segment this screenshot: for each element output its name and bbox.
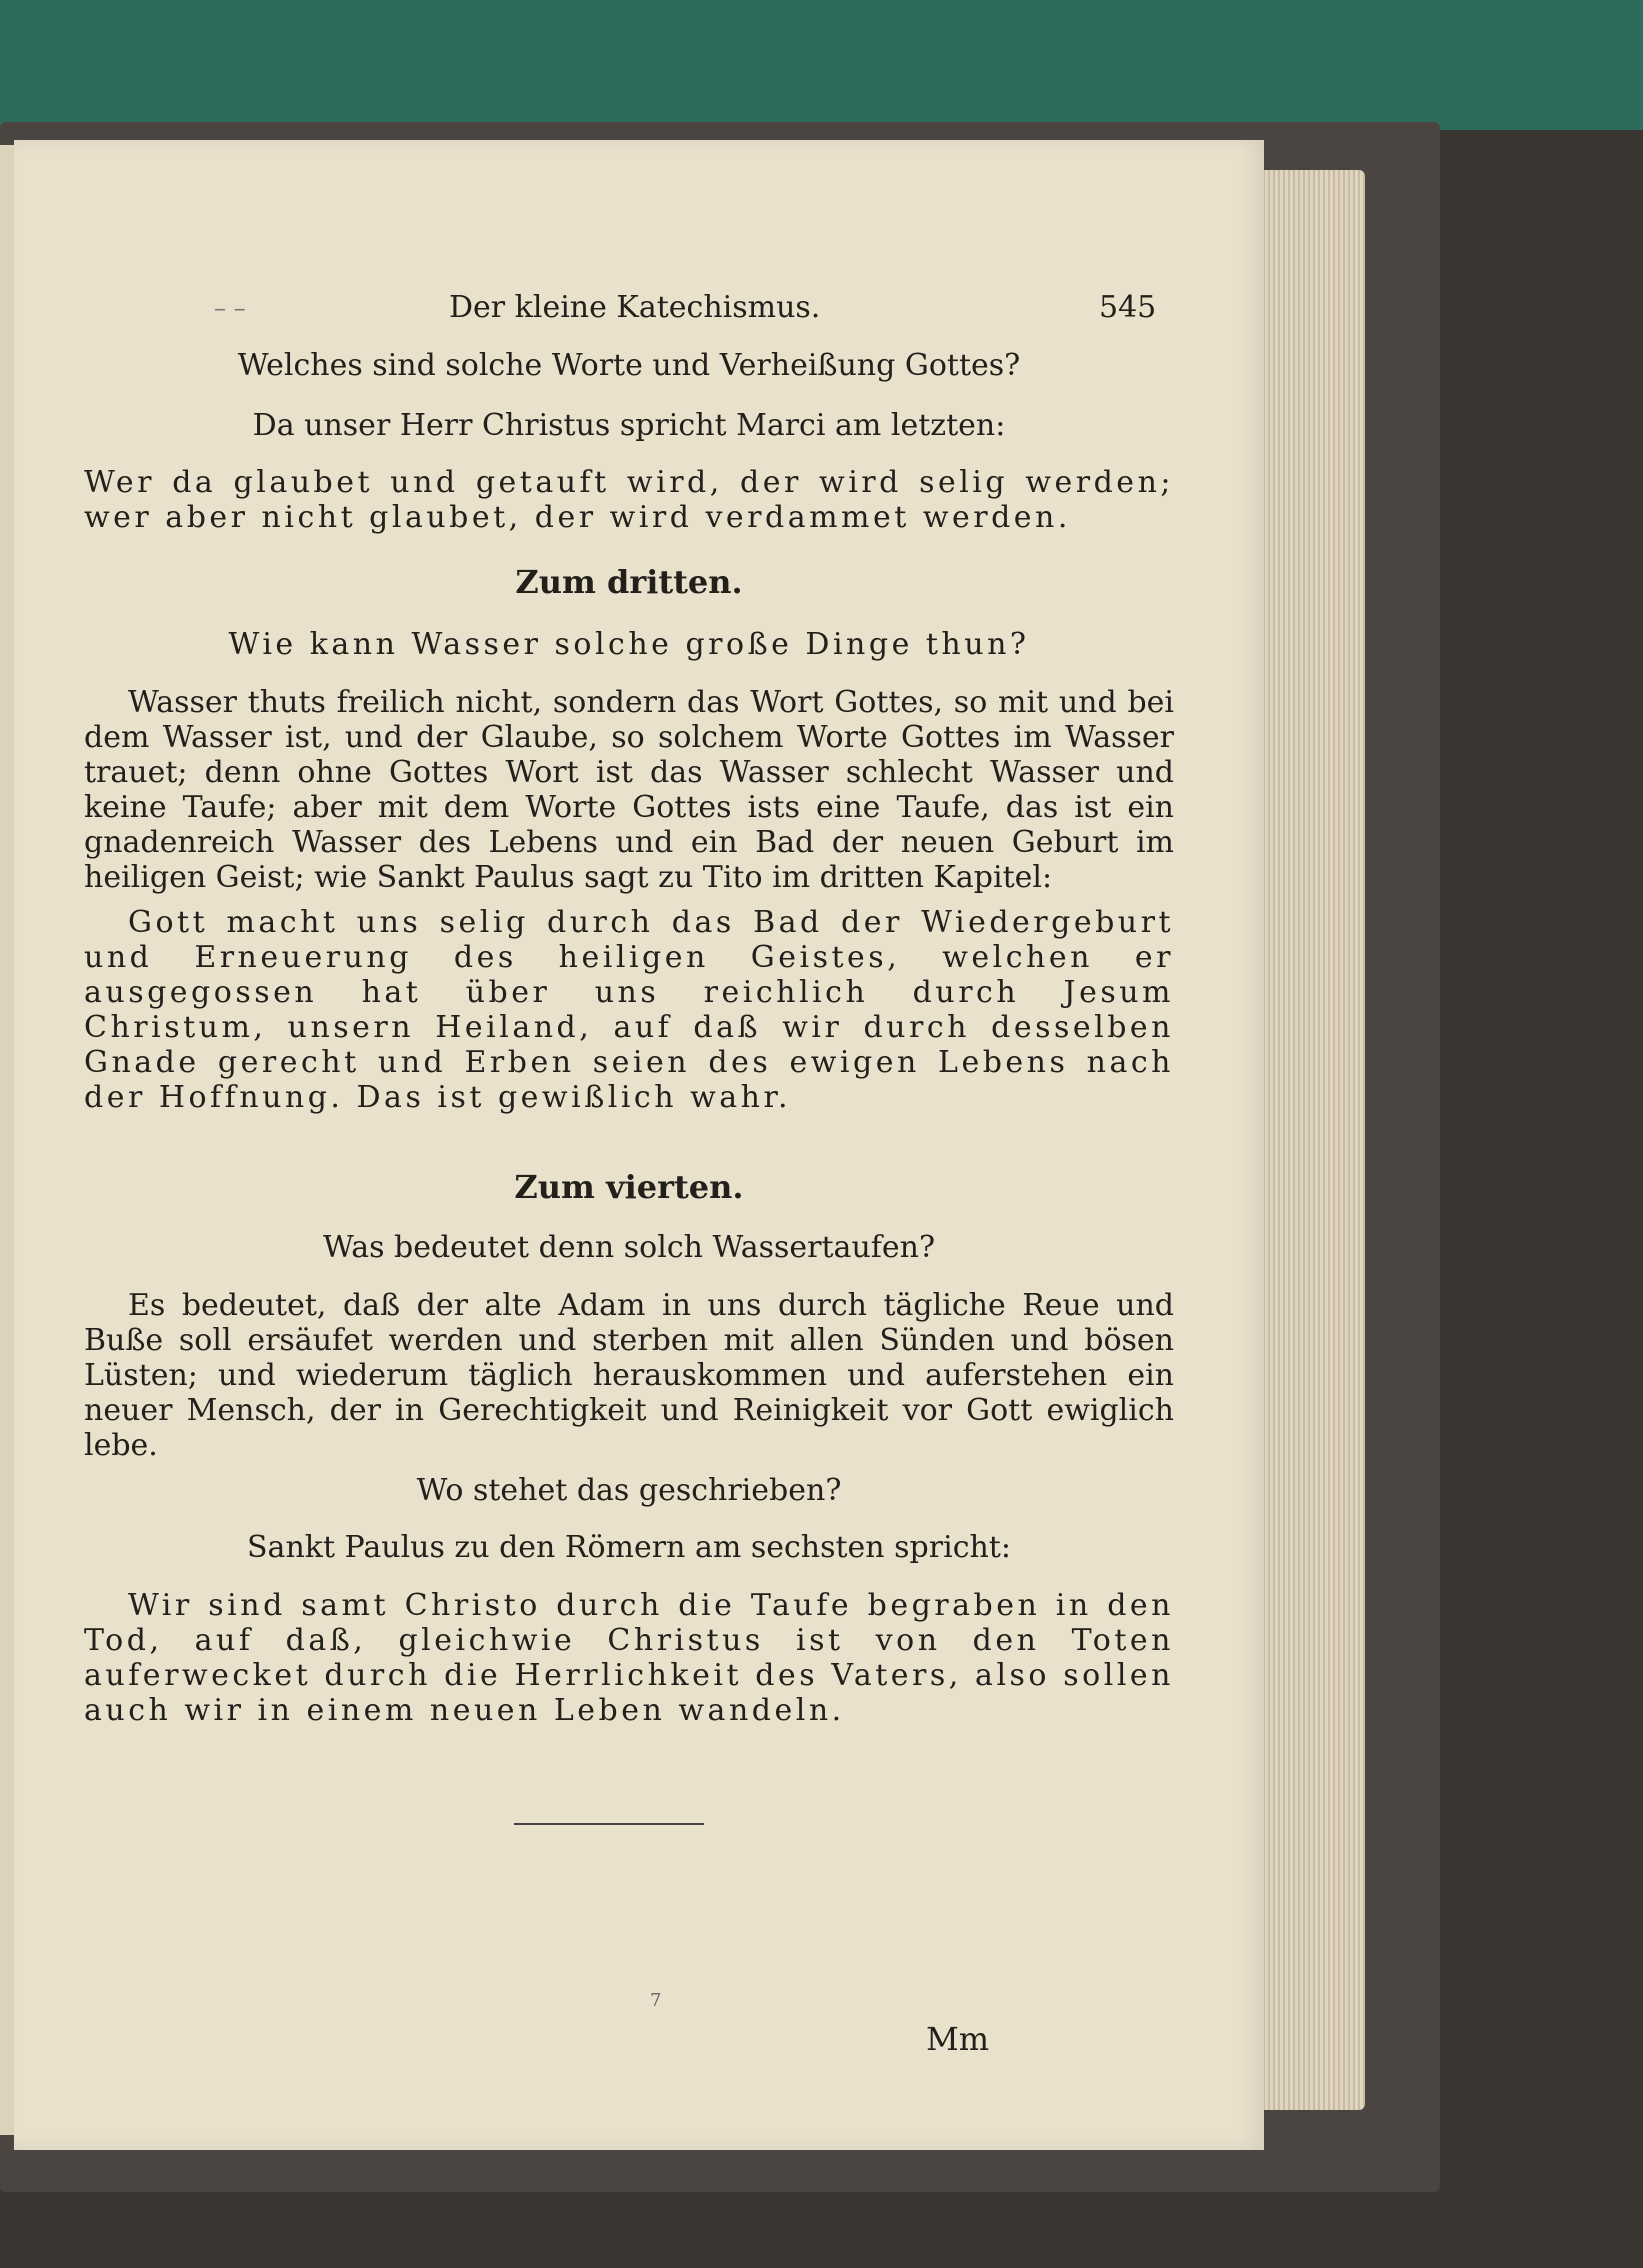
scripture-quote-romans: Wir sind samt Christo durch die Taufe begraben in den Tod, auf daß, gleichwie Christus ist von den Toten auferwecket durch die Herrlichkeit des Vaters, also sollen auch wir in einem neuen Leben wandeln.: [84, 1588, 1174, 1728]
question-where-written: Wo stehet das geschrieben?: [416, 1473, 842, 1508]
scripture-quote-tito: Gott macht uns selig durch das Bad der Wiedergeburt und Erneuerung des heiligen Geistes, welchen er ausgegossen hat über uns reichlich durch Jesum Christum, unsern Heiland, auf daß wir durch desselben Gnade gerecht und Erben seien des ewigen Lebens nach der Hoffnung. Das ist gewißlich wahr.: [84, 905, 1174, 1115]
answer-water: Wasser thuts freilich nicht, sondern das Wort Gottes, so mit und bei dem Wasser ist, und der Glaube, so solchem Worte Gottes im Wasser trauet; denn ohne Gottes Wort ist das Wasser schlecht Wasser und keine Taufe; aber mit dem Worte Gottes ists eine Taufe, das ist ein gnadenreich Wasser des Lebens und ein Bad der neuen Geburt im heiligen Geist; wie Sankt Paulus sagt zu Tito im dritten Kapitel:: [84, 685, 1174, 895]
signature-mark: Mm: [926, 2020, 990, 2058]
page-header: [14, 290, 1264, 330]
page-number: 545: [1099, 290, 1157, 325]
facing-page-edge: [0, 145, 14, 2135]
running-title: Der kleine Katechismus.: [449, 290, 821, 325]
question-words-and-promise: Welches sind solche Worte und Verheißung Gottes?: [237, 348, 1021, 383]
answer-intro-romans: Sankt Paulus zu den Römern am sechsten spricht:: [247, 1530, 1011, 1565]
scripture-quote-marci: Wer da glaubet und getauft wird, der wird selig werden; wer aber nicht glaubet, der wird verdammet werden.: [84, 465, 1174, 535]
book-page: [14, 140, 1264, 2150]
question-meaning: Was bedeutet denn solch Wassertaufen?: [322, 1230, 936, 1265]
binding-board: [0, 0, 1643, 130]
section-heading-third: Zum dritten.: [515, 563, 743, 601]
answer-intro-marci: Da unser Herr Christus spricht Marci am letzten:: [252, 408, 1006, 443]
section-divider: [514, 1823, 704, 1825]
question-water: Wie kann Wasser solche große Dinge thun?: [228, 627, 1030, 662]
stray-mark: 7: [650, 1990, 662, 2011]
header-dash: – –: [214, 294, 246, 322]
section-heading-fourth: Zum vierten.: [514, 1168, 744, 1206]
answer-meaning: Es bedeutet, daß der alte Adam in uns durch tägliche Reue und Buße soll ersäufet werden und sterben mit allen Sünden und bösen Lüsten; und wiederum täglich herauskommen und auferstehen ein neuer Mensch, der in Gerechtigkeit und Reinigkeit vor Gott ewiglich lebe.: [84, 1288, 1174, 1463]
page-edges: [1255, 170, 1365, 2110]
